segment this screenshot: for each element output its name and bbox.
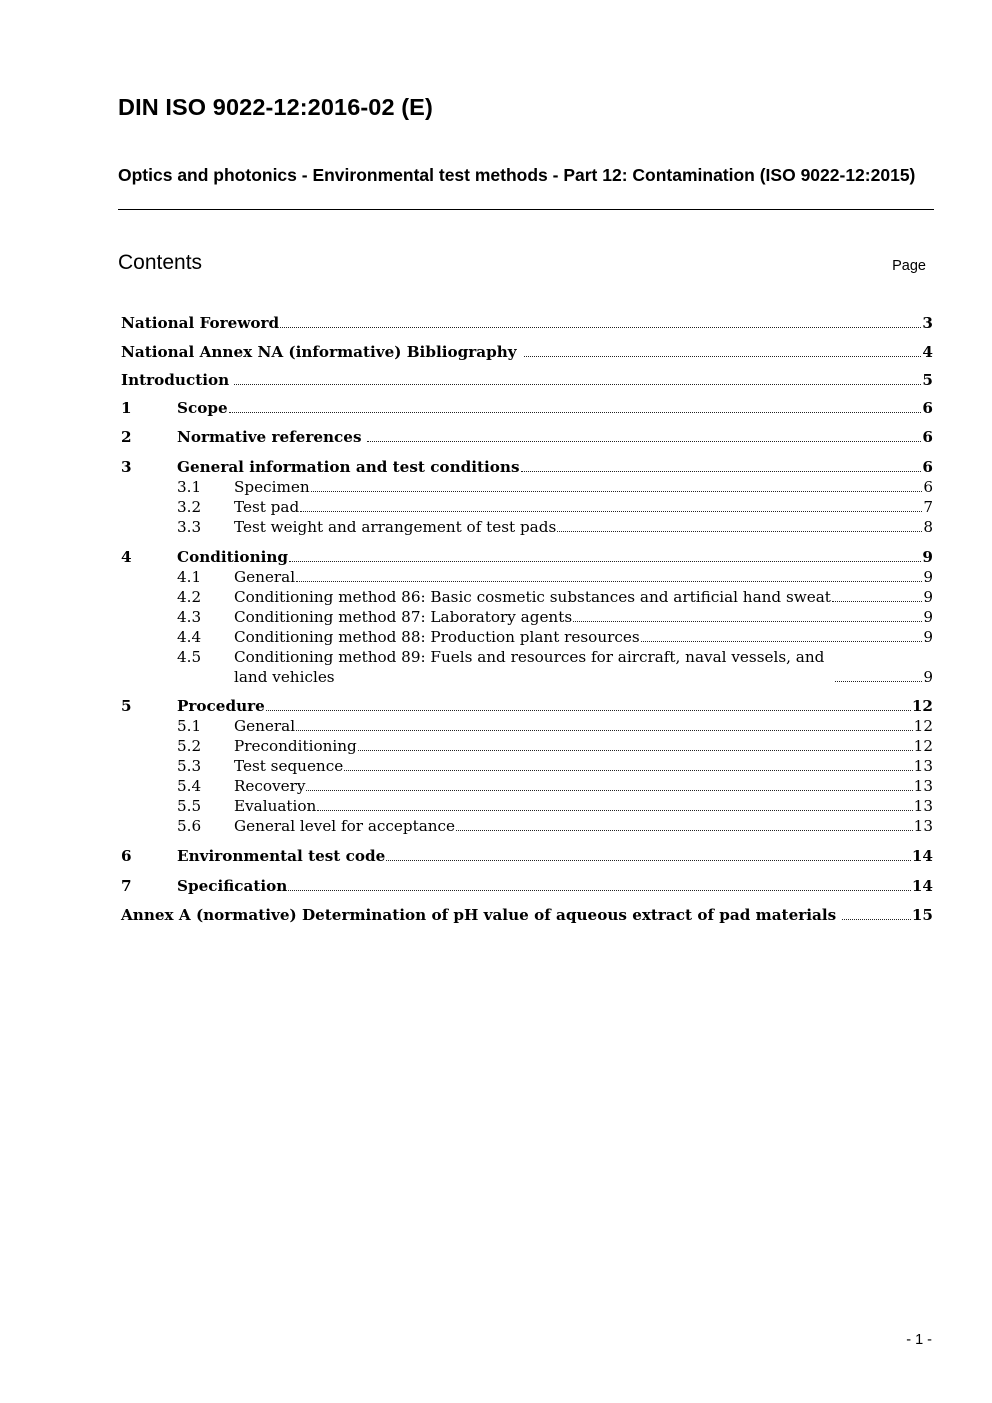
toc-entry-page: 13 (913, 777, 933, 795)
toc-leader-dots (832, 601, 922, 602)
toc-entry-introduction[interactable] (121, 370, 933, 390)
page-number: - 1 - (906, 1332, 932, 1348)
toc-entry-title: Introduction (121, 371, 230, 389)
toc-entry-number: 2 (121, 428, 132, 446)
contents-heading: Contents (118, 251, 203, 274)
toc-entry-title: Conditioning method 86: Basic cosmetic substances and artificial hand sweat (234, 588, 831, 606)
toc-entry-number: 5.2 (177, 737, 202, 755)
toc-entry-procedure[interactable] (121, 696, 933, 716)
toc-entry-page: 9 (923, 568, 933, 586)
toc-entry-number: 4.3 (177, 608, 202, 626)
toc-entry-page: 5 (922, 371, 933, 389)
toc-entry-number: 5.5 (177, 797, 202, 815)
toc-entry-number: 3.2 (177, 498, 202, 516)
toc-leader-dots (641, 641, 923, 642)
toc-leader-dots (289, 561, 921, 562)
toc-leader-dots (573, 621, 922, 622)
toc-entry-method-88[interactable] (121, 627, 933, 647)
toc-entry-number: 5 (121, 697, 132, 715)
toc-entry-procedure-general[interactable] (121, 716, 933, 736)
toc-entry-page: 4 (922, 343, 933, 361)
toc-entry-number: 5.6 (177, 817, 202, 835)
toc-entry-number: 5.3 (177, 757, 202, 775)
toc-entry-page: 7 (923, 498, 933, 516)
toc-entry-title: Annex A (normative) Determination of pH value of aqueous extract of pad materials (121, 906, 837, 924)
toc-entry-title: Conditioning method 87: Laboratory agents (234, 608, 573, 626)
toc-entry-title: National Foreword (121, 314, 280, 332)
toc-entry-title: Recovery (234, 777, 306, 795)
toc-leader-dots (524, 356, 922, 357)
toc-entry-page: 14 (911, 877, 933, 895)
toc-entry-page: 6 (923, 478, 933, 496)
toc-entry-test-pad[interactable] (121, 497, 933, 517)
toc-entry-title: Scope (177, 399, 228, 417)
toc-entry-number: 5.4 (177, 777, 202, 795)
toc-entry-title: Conditioning method 89: Fuels and resources for aircraft, naval vessels, and land vehicles (234, 648, 825, 686)
toc-entry-page: 9 (923, 588, 933, 606)
toc-leader-dots (367, 441, 922, 442)
toc-leader-dots (557, 531, 922, 532)
toc-entry-page: 9 (923, 668, 933, 686)
toc-leader-dots (835, 681, 922, 682)
toc-entry-title: Conditioning (177, 548, 289, 566)
toc-entry-title: Conditioning method 88: Production plant resources (234, 628, 640, 646)
toc-entry-page: 12 (913, 737, 933, 755)
toc-entry-title: General (234, 717, 296, 735)
toc-entry-general-information[interactable] (121, 457, 933, 477)
toc-entry-number: 3.3 (177, 518, 202, 536)
toc-leader-dots (266, 710, 911, 711)
toc-entry-title: Test pad (234, 498, 300, 516)
table-of-contents (121, 313, 933, 925)
title-divider (118, 209, 934, 210)
toc-entry-specification[interactable] (121, 876, 933, 896)
toc-leader-dots (296, 581, 922, 582)
toc-entry-test-sequence[interactable] (121, 756, 933, 776)
toc-entry-page: 14 (911, 847, 933, 865)
toc-leader-dots (229, 412, 922, 413)
toc-entry-number: 4.1 (177, 568, 202, 586)
toc-entry-number: 4.4 (177, 628, 202, 646)
toc-entry-number: 7 (121, 877, 132, 895)
toc-leader-dots (306, 790, 912, 791)
toc-entry-title: General information and test conditions (177, 458, 520, 476)
toc-entry-specimen[interactable] (121, 477, 933, 497)
toc-leader-dots (317, 810, 912, 811)
toc-entry-page: 6 (922, 458, 933, 476)
toc-entry-title: Evaluation (234, 797, 317, 815)
document-title: DIN ISO 9022-12:2016-02 (E) (118, 94, 433, 120)
toc-entry-page: 15 (911, 906, 933, 924)
toc-entry-number: 4 (121, 548, 132, 566)
toc-leader-dots (842, 919, 911, 920)
toc-entry-page: 12 (911, 697, 933, 715)
toc-leader-dots (311, 491, 923, 492)
toc-entry-national-foreword[interactable] (121, 313, 933, 333)
toc-entry-number: 5.1 (177, 717, 202, 735)
toc-leader-dots (358, 750, 913, 751)
toc-entry-title: Preconditioning (234, 737, 357, 755)
toc-entry-title: Specification (177, 877, 288, 895)
toc-entry-page: 9 (923, 628, 933, 646)
toc-entry-method-87[interactable] (121, 607, 933, 627)
toc-leader-dots (386, 860, 911, 861)
toc-entry-preconditioning[interactable] (121, 736, 933, 756)
toc-leader-dots (288, 890, 911, 891)
toc-entry-page: 13 (913, 797, 933, 815)
toc-entry-conditioning-general[interactable] (121, 567, 933, 587)
toc-entry-page: 6 (922, 428, 933, 446)
toc-entry-number: 3 (121, 458, 132, 476)
toc-entry-page: 9 (923, 608, 933, 626)
toc-entry-page: 12 (913, 717, 933, 735)
toc-leader-dots (344, 770, 912, 771)
document-subtitle: Optics and photonics - Environmental test methods - Part 12: Contamination (ISO 9022-12:2015) (118, 165, 916, 185)
toc-entry-conditioning[interactable] (121, 547, 933, 567)
toc-entry-title: General (234, 568, 296, 586)
toc-entry-acceptance-level[interactable] (121, 816, 933, 836)
toc-entry-title: Test weight and arrangement of test pads (234, 518, 557, 536)
toc-entry-method-89[interactable] (121, 647, 933, 687)
toc-entry-title: Specimen (234, 478, 310, 496)
toc-leader-dots (234, 384, 921, 385)
toc-entry-number: 1 (121, 399, 132, 417)
toc-leader-dots (300, 511, 922, 512)
toc-entry-evaluation[interactable] (121, 796, 933, 816)
toc-entry-page: 3 (922, 314, 933, 332)
toc-entry-number: 4.2 (177, 588, 202, 606)
toc-leader-dots (296, 730, 913, 731)
toc-leader-dots (456, 830, 913, 831)
toc-entry-page: 9 (922, 548, 933, 566)
toc-entry-title: Procedure (177, 697, 265, 715)
toc-entry-scope[interactable] (121, 398, 933, 418)
toc-entry-number: 6 (121, 847, 132, 865)
toc-entry-page: 8 (923, 518, 933, 536)
toc-entry-number: 3.1 (177, 478, 202, 496)
toc-entry-national-annex[interactable] (121, 342, 933, 362)
toc-entry-title: National Annex NA (informative) Bibliography (121, 343, 517, 361)
toc-entry-environmental-test-code[interactable] (121, 846, 933, 866)
toc-entry-title: General level for acceptance (234, 817, 456, 835)
toc-entry-title: Normative references (177, 428, 362, 446)
toc-entry-number: 4.5 (177, 648, 202, 666)
toc-entry-page: 13 (913, 757, 933, 775)
toc-entry-title: Environmental test code (177, 847, 386, 865)
toc-entry-method-86[interactable] (121, 587, 933, 607)
toc-entry-test-weight[interactable] (121, 517, 933, 537)
toc-entry-annex-a[interactable] (121, 905, 933, 925)
toc-entry-recovery[interactable] (121, 776, 933, 796)
toc-entry-title: Test sequence (234, 757, 344, 775)
toc-entry-page: 13 (913, 817, 933, 835)
toc-entry-page: 6 (922, 399, 933, 417)
toc-leader-dots (521, 471, 922, 472)
page-column-heading: Page (892, 258, 926, 274)
toc-entry-normative-references[interactable] (121, 427, 933, 447)
toc-leader-dots (280, 327, 921, 328)
